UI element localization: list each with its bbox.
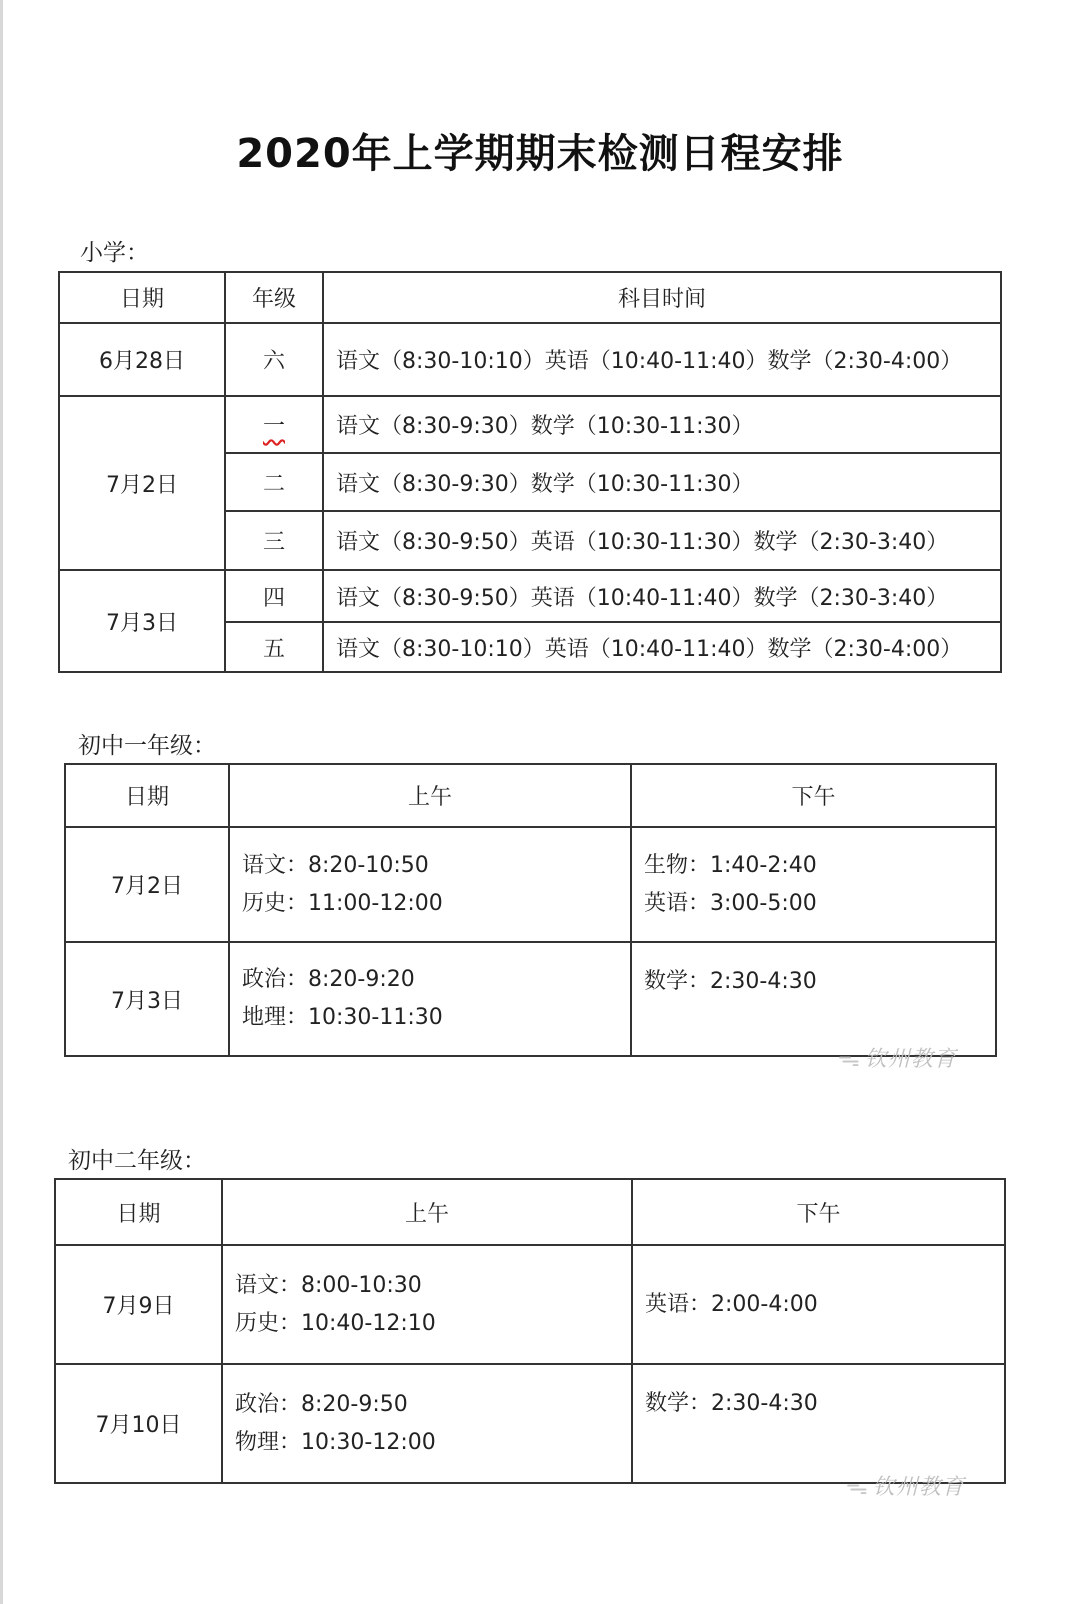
grade-cell: 六: [225, 323, 323, 396]
wechat-icon: ᯓ: [846, 1475, 869, 1500]
header-morning: 上午: [229, 764, 631, 827]
header-date: 日期: [55, 1179, 222, 1245]
date-cell: 7月10日: [55, 1364, 222, 1483]
date-cell: 7月2日: [59, 396, 225, 570]
table-row: [59, 570, 1001, 622]
header-date: 日期: [65, 764, 229, 827]
table-header-row: [55, 1179, 1005, 1245]
header-afternoon: 下午: [632, 1179, 1005, 1245]
morning-cell: [229, 827, 631, 942]
page-edge: [0, 0, 3, 1604]
exam-line: 数学：2:30-4:30: [645, 1391, 818, 1416]
grade-cell: 三: [225, 511, 323, 570]
exam-line: 生物：1:40-2:40: [644, 852, 817, 878]
morning-cell: [222, 1245, 632, 1364]
exam-line: 英语：3:00-5:00: [644, 890, 817, 916]
exam-line: 语文：8:20-10:50: [242, 852, 429, 878]
exam-line: 历史：11:00-12:00: [242, 890, 443, 916]
exam-line: 地理：10:30-11:30: [242, 1005, 443, 1030]
date-cell: 6月28日: [59, 323, 225, 396]
primary-schedule-table: [58, 271, 1002, 673]
grade-cell: 二: [225, 453, 323, 511]
grade-cell: 四: [225, 570, 323, 622]
afternoon-cell: [631, 942, 996, 1056]
subjects-cell: 语文（8:30-9:30）数学（10:30-11:30）: [323, 453, 1001, 511]
exam-line: 数学：2:30-4:30: [644, 969, 817, 994]
watermark: [846, 1470, 965, 1501]
header-afternoon: 下午: [631, 764, 996, 827]
date-cell: 7月9日: [55, 1245, 222, 1364]
grade-cell: [225, 396, 323, 453]
watermark-text: 钦州教育: [872, 1475, 965, 1500]
table-row: [59, 396, 1001, 453]
watermark-text: 钦州教育: [864, 1047, 957, 1072]
date-cell: 7月3日: [59, 570, 225, 672]
table-row: [55, 1245, 1005, 1364]
afternoon-cell: [632, 1245, 1005, 1364]
wechat-icon: ᯓ: [838, 1047, 861, 1072]
section-label-primary: 小学：: [80, 240, 149, 266]
junior1-schedule-table: [64, 763, 997, 1057]
watermark: [838, 1042, 957, 1073]
subjects-cell: 语文（8:30-9:50）英语（10:40-11:40）数学（2:30-3:40）: [323, 570, 1001, 622]
header-subjects: 科目时间: [323, 272, 1001, 323]
exam-line: 历史：10:40-12:10: [235, 1310, 436, 1336]
section-label-junior1: 初中一年级：: [78, 733, 216, 759]
subjects-cell: 语文（8:30-9:50）英语（10:30-11:30）数学（2:30-3:40）: [323, 511, 1001, 570]
spellcheck-squiggle: 一: [262, 414, 285, 439]
subjects-cell: 语文（8:30-9:30）数学（10:30-11:30）: [323, 396, 1001, 453]
exam-line: 政治：8:20-9:50: [235, 1391, 408, 1417]
date-cell: 7月3日: [65, 942, 229, 1056]
exam-line: 政治：8:20-9:20: [242, 967, 415, 992]
section-label-junior2: 初中二年级：: [68, 1148, 206, 1174]
table-row: [59, 323, 1001, 396]
header-morning: 上午: [222, 1179, 632, 1245]
exam-line: 语文：8:00-10:30: [235, 1272, 422, 1298]
morning-cell: [229, 942, 631, 1056]
exam-line: 物理：10:30-12:00: [235, 1429, 436, 1455]
subjects-cell: 语文（8:30-10:10）英语（10:40-11:40）数学（2:30-4:00）: [323, 622, 1001, 672]
page-title: 2020年上学期期末检测日程安排: [236, 131, 844, 177]
table-header-row: [59, 272, 1001, 323]
morning-cell: [222, 1364, 632, 1483]
header-date: 日期: [59, 272, 225, 323]
subjects-cell: 语文（8:30-10:10）英语（10:40-11:40）数学（2:30-4:00）: [323, 323, 1001, 396]
afternoon-cell: [631, 827, 996, 942]
table-row: [65, 827, 996, 942]
date-cell: 7月2日: [65, 827, 229, 942]
afternoon-cell: [632, 1364, 1005, 1483]
exam-line: 英语：2:00-4:00: [645, 1291, 818, 1317]
table-header-row: [65, 764, 996, 827]
junior2-schedule-table: [54, 1178, 1006, 1484]
grade-cell: 五: [225, 622, 323, 672]
table-row: [55, 1364, 1005, 1483]
header-grade: 年级: [225, 272, 323, 323]
table-row: [65, 942, 996, 1056]
